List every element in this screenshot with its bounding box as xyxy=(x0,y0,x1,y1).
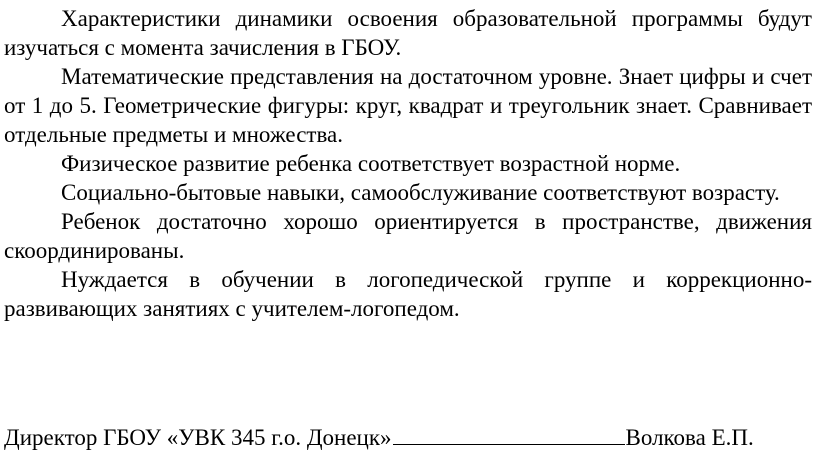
paragraph-needs: Нуждается в обучении в логопедической группе и коррекционно-развивающих занятиях с учителем-логопедом. xyxy=(4,267,812,321)
signature-line xyxy=(4,423,754,452)
paragraph-orientation: Ребенок достаточно хорошо ориентируется в пространстве, движения скоординированы. xyxy=(4,209,812,263)
signature-position: Директор ГБОУ «УВК 345 г.о. Донецк» xyxy=(4,425,392,450)
signature-blank xyxy=(393,424,625,445)
document-page xyxy=(4,0,812,474)
signature-name: Волкова Е.П. xyxy=(625,425,754,450)
paragraph-math: Математические представления на достаточном уровне. Знает цифры и счет от 1 до 5. Геометрические фигуры: круг, квадрат и треугольник знает. Сравнивает отдельные предметы и множества. xyxy=(4,64,812,147)
paragraph-dynamics: Характеристики динамики освоения образовательной программы будут изучаться с момента зачисления в ГБОУ. xyxy=(4,6,812,60)
paragraph-social: Социально-бытовые навыки, самообслуживание соответствуют возрасту. xyxy=(61,180,780,205)
paragraph-physical: Физическое развитие ребенка соответствует возрастной норме. xyxy=(61,151,681,176)
